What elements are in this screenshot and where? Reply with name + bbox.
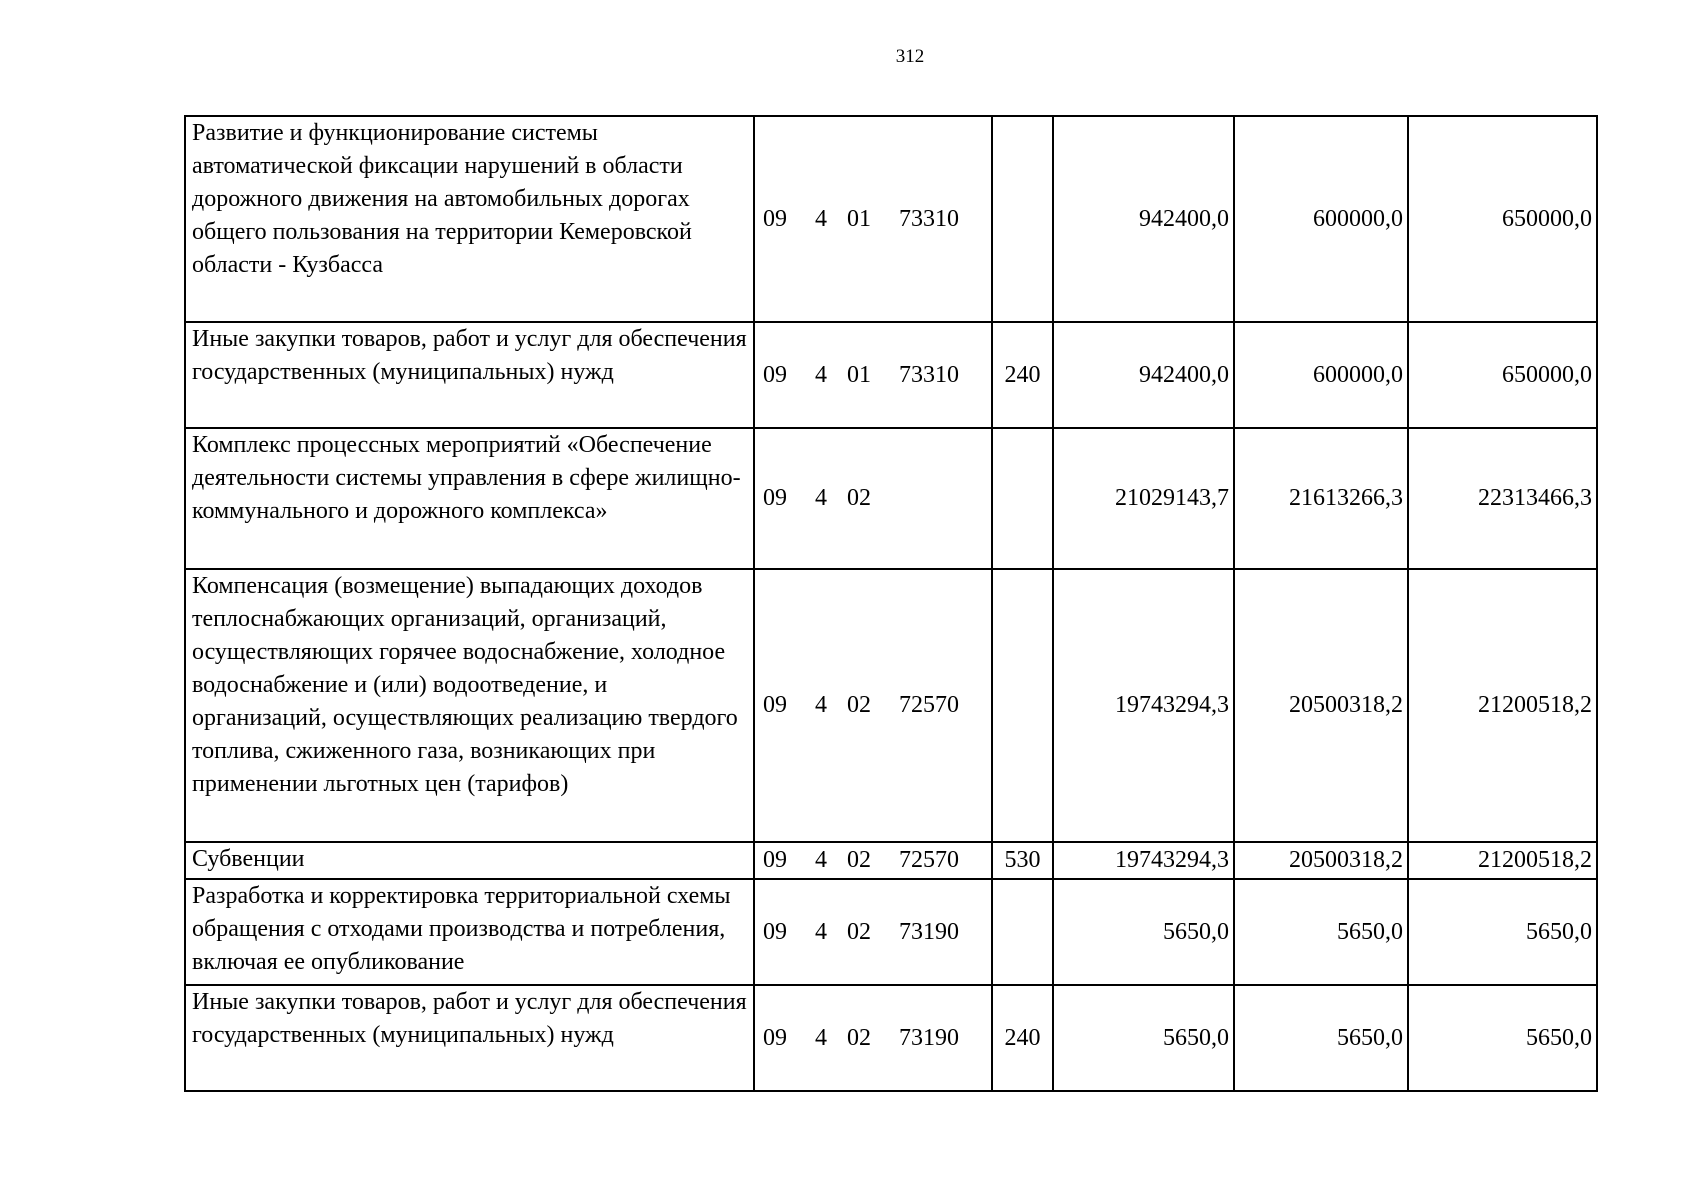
table-row: [185, 569, 1597, 842]
expense-type-code: [992, 879, 1053, 985]
code-subprogram: 4: [815, 361, 827, 388]
amount-year-1: 5650,0: [1053, 879, 1234, 985]
table-row: [185, 116, 1597, 322]
item-name: Иные закупки товаров, работ и услуг для обеспечения государственных (муниципальных) нужд: [185, 985, 754, 1091]
table-row: [185, 985, 1597, 1091]
amount-year-3: 5650,0: [1408, 879, 1597, 985]
amount-year-2: 21613266,3: [1234, 428, 1408, 569]
table-row: [185, 879, 1597, 985]
program-code: [754, 116, 992, 322]
amount-year-2: 5650,0: [1234, 879, 1408, 985]
code-direction: 73190: [899, 918, 959, 945]
item-name: Комплекс процессных мероприятий «Обеспечение деятельности системы управления в сфере жилищно-коммунального и дорожного комплекса»: [185, 428, 754, 569]
amount-year-3: 5650,0: [1408, 985, 1597, 1091]
expense-type-code: 530: [992, 842, 1053, 879]
code-group: 02: [847, 485, 871, 511]
amount-year-2: 600000,0: [1234, 322, 1408, 428]
amount-year-3: 21200518,2: [1408, 569, 1597, 842]
code-subprogram: 4: [815, 918, 827, 945]
program-code: [754, 985, 992, 1091]
item-name: Иные закупки товаров, работ и услуг для обеспечения государственных (муниципальных) нужд: [185, 322, 754, 428]
code-subprogram: 4: [815, 847, 827, 873]
expense-type-code: 240: [992, 322, 1053, 428]
code-direction: 73310: [899, 361, 959, 388]
code-chapter: 09: [763, 485, 787, 511]
amount-year-1: 942400,0: [1053, 322, 1234, 428]
code-direction: 73310: [899, 205, 959, 232]
code-direction: 73190: [899, 1024, 959, 1051]
expense-type-code: 240: [992, 985, 1053, 1091]
expense-type-code: [992, 428, 1053, 569]
expense-type-code: [992, 116, 1053, 322]
code-subprogram: 4: [815, 485, 827, 511]
code-group: 02: [847, 1024, 871, 1051]
program-code: [754, 428, 992, 569]
table-row: [185, 428, 1597, 569]
amount-year-2: 20500318,2: [1234, 842, 1408, 879]
code-group: 01: [847, 205, 871, 232]
budget-table: [184, 115, 1598, 1092]
code-chapter: 09: [763, 205, 787, 232]
item-name: Разработка и корректировка территориальной схемы обращения с отходами производства и потребления, включая ее опубликование: [185, 879, 754, 985]
amount-year-2: 600000,0: [1234, 116, 1408, 322]
code-group: 02: [847, 918, 871, 945]
amount-year-3: 650000,0: [1408, 322, 1597, 428]
expense-type-code: [992, 569, 1053, 842]
amount-year-1: 942400,0: [1053, 116, 1234, 322]
code-group: 02: [847, 847, 871, 873]
item-name: Компенсация (возмещение) выпадающих доходов теплоснабжающих организаций, организаций, осуществляющих горячее водоснабжение, холодное водоснабжение и (или) водоотведение, и организаций, осуществляющих реализацию твердого топлива, сжиженного газа, возникающих при применении льготных цен (тарифов): [185, 569, 754, 842]
table-row: [185, 322, 1597, 428]
program-code: [754, 879, 992, 985]
amount-year-2: 5650,0: [1234, 985, 1408, 1091]
code-chapter: 09: [763, 361, 787, 388]
amount-year-2: 20500318,2: [1234, 569, 1408, 842]
amount-year-1: 19743294,3: [1053, 842, 1234, 879]
page-number: 312: [895, 46, 925, 67]
code-chapter: 09: [763, 692, 787, 718]
item-name: Субвенции: [185, 842, 754, 879]
amount-year-1: 19743294,3: [1053, 569, 1234, 842]
code-direction: 72570: [899, 692, 959, 718]
item-name: Развитие и функционирование системы автоматической фиксации нарушений в области дорожного движения на автомобильных дорогах общего пользования на территории Кемеровской области - Кузбасса: [185, 116, 754, 322]
amount-year-3: 21200518,2: [1408, 842, 1597, 879]
code-group: 02: [847, 692, 871, 718]
amount-year-1: 5650,0: [1053, 985, 1234, 1091]
program-code: [754, 842, 992, 879]
amount-year-3: 650000,0: [1408, 116, 1597, 322]
code-chapter: 09: [763, 918, 787, 945]
code-chapter: 09: [763, 847, 787, 873]
table-row: [185, 842, 1597, 879]
amount-year-1: 21029143,7: [1053, 428, 1234, 569]
code-subprogram: 4: [815, 1024, 827, 1051]
code-direction: 72570: [899, 847, 959, 873]
program-code: [754, 322, 992, 428]
amount-year-3: 22313466,3: [1408, 428, 1597, 569]
code-chapter: 09: [763, 1024, 787, 1051]
code-group: 01: [847, 361, 871, 388]
code-subprogram: 4: [815, 692, 827, 718]
program-code: [754, 569, 992, 842]
code-subprogram: 4: [815, 205, 827, 232]
